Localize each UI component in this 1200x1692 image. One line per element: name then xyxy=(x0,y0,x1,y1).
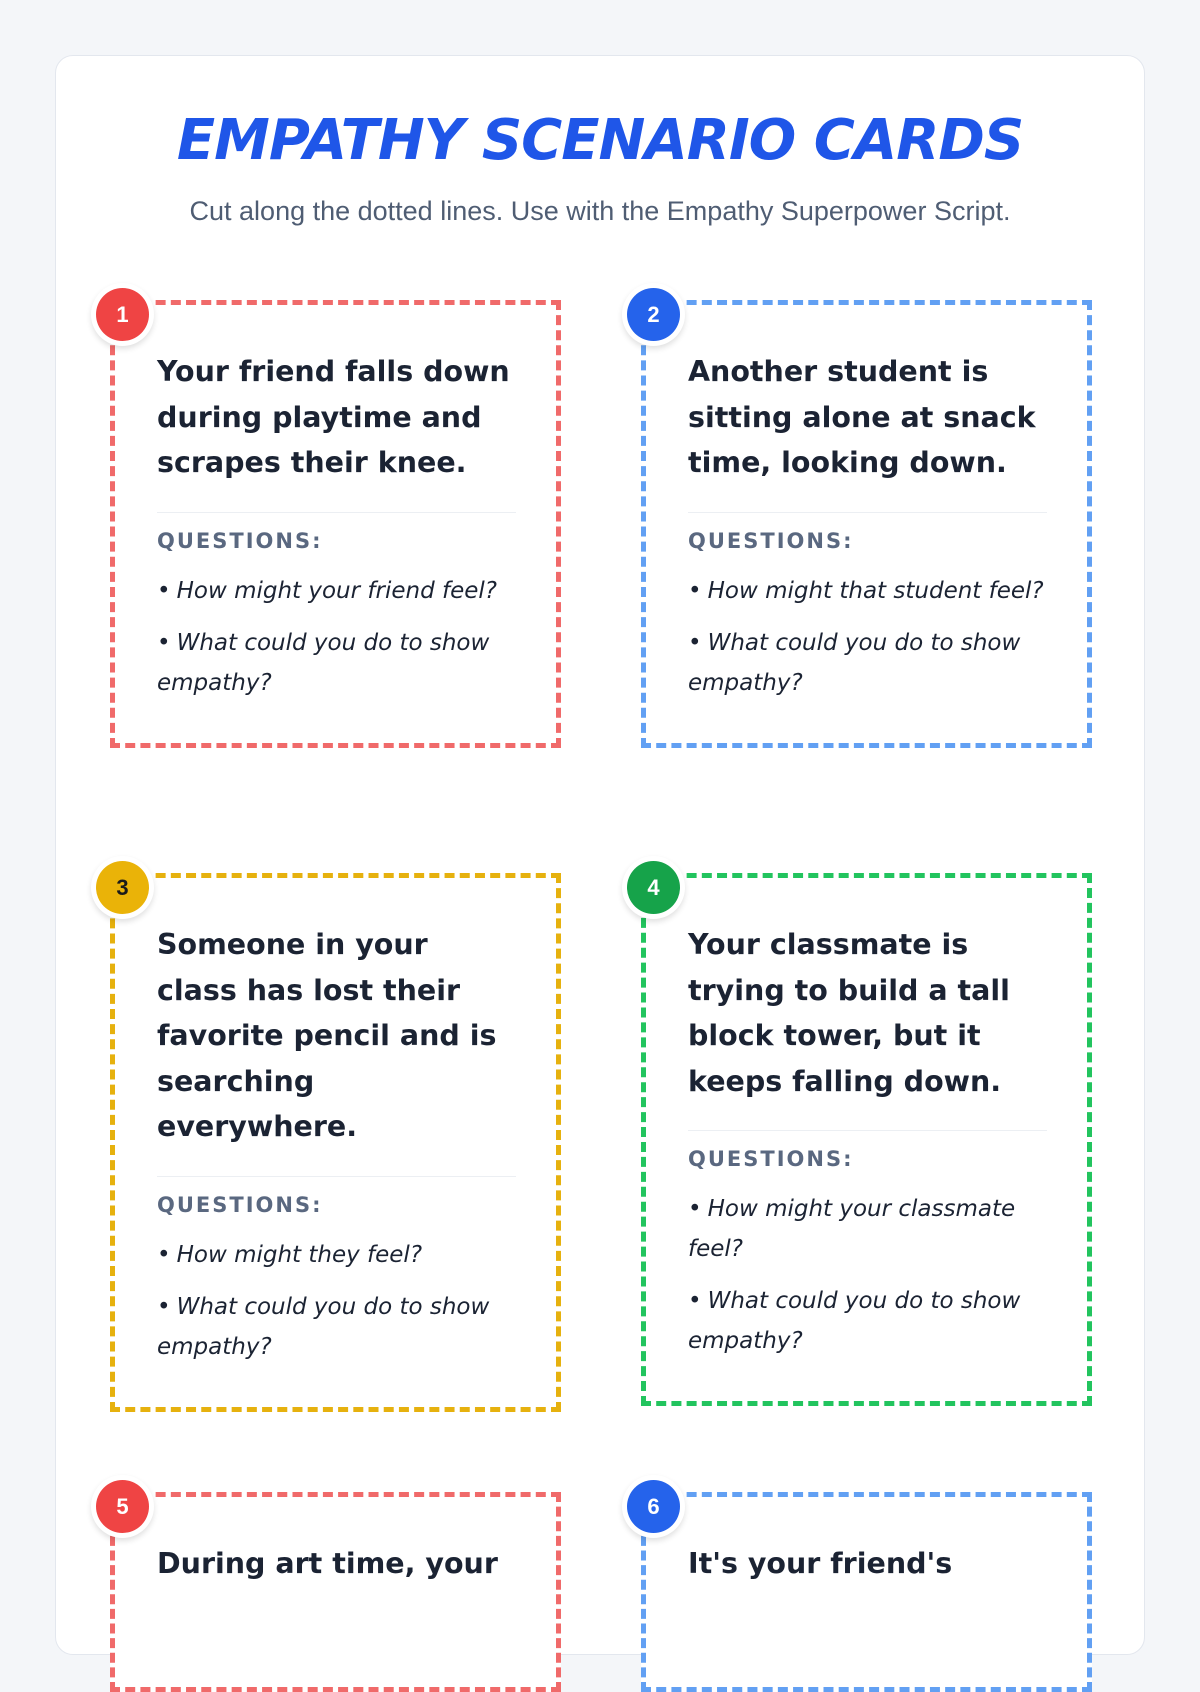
question-item xyxy=(688,571,1047,611)
scenario-card-6 xyxy=(641,1492,1092,1692)
question-item xyxy=(157,623,516,703)
bullet-icon: • xyxy=(157,1241,171,1268)
question-text: How might that student feel? xyxy=(707,577,1044,604)
question-text: How might your friend feel? xyxy=(176,577,497,604)
questions-label: QUESTIONS: xyxy=(688,528,854,553)
scenario-text: Your friend falls down during playtime and scrapes their knee. xyxy=(157,349,516,513)
question-text: What could you do to show empathy? xyxy=(688,1288,1021,1354)
question-item xyxy=(688,623,1047,703)
scenario-text: Another student is sitting alone at snack time, looking down. xyxy=(688,349,1047,513)
question-item xyxy=(688,1281,1047,1361)
card-number-badge: 4 xyxy=(627,861,680,914)
questions-list xyxy=(157,1235,516,1367)
question-text: How might they feel? xyxy=(176,1241,423,1268)
questions-label: QUESTIONS: xyxy=(157,528,323,553)
card-number-badge: 1 xyxy=(96,288,149,341)
question-text: What could you do to show empathy? xyxy=(157,629,490,696)
card-number-badge: 2 xyxy=(627,288,680,341)
card-number-badge: 3 xyxy=(96,861,149,914)
questions-list xyxy=(688,571,1047,703)
bullet-icon: • xyxy=(688,629,702,656)
scenario-text: During art time, your xyxy=(157,1547,498,1580)
questions-label: QUESTIONS: xyxy=(157,1192,323,1217)
scenario-card-5 xyxy=(110,1492,561,1692)
bullet-icon: • xyxy=(157,1293,171,1320)
scenario-card-3 xyxy=(110,873,561,1412)
question-item xyxy=(157,1287,516,1367)
questions-list xyxy=(688,1189,1047,1361)
questions-list xyxy=(157,571,516,703)
scenario-text: Someone in your class has lost their favorite pencil and is searching everywhere. xyxy=(157,922,516,1177)
question-item xyxy=(688,1189,1047,1269)
scenario-text: Your classmate is trying to build a tall block tower, but it keeps falling down. xyxy=(688,922,1047,1131)
bullet-icon: • xyxy=(157,629,171,656)
bullet-icon: • xyxy=(157,577,171,604)
scenario-card-4 xyxy=(641,873,1092,1406)
questions-label: QUESTIONS: xyxy=(688,1147,854,1171)
question-text: How might your classmate feel? xyxy=(688,1196,1016,1262)
question-text: What could you do to show empathy? xyxy=(688,629,1021,696)
question-item xyxy=(157,571,516,611)
page-title: EMPATHY SCENARIO CARDS xyxy=(176,108,1024,173)
scenario-text: It's your friend's xyxy=(688,1547,953,1580)
question-item xyxy=(157,1235,516,1275)
card-number-badge: 6 xyxy=(627,1480,680,1533)
scenario-card-2 xyxy=(641,300,1092,748)
question-text: What could you do to show empathy? xyxy=(157,1293,490,1360)
worksheet-page xyxy=(55,55,1145,1655)
scenario-card-1 xyxy=(110,300,561,748)
card-number-badge: 5 xyxy=(96,1480,149,1533)
bullet-icon: • xyxy=(688,577,702,604)
page-subtitle: Cut along the dotted lines. Use with the Empathy Superpower Script. xyxy=(189,196,1011,226)
bullet-icon: • xyxy=(688,1288,702,1314)
bullet-icon: • xyxy=(688,1196,702,1222)
